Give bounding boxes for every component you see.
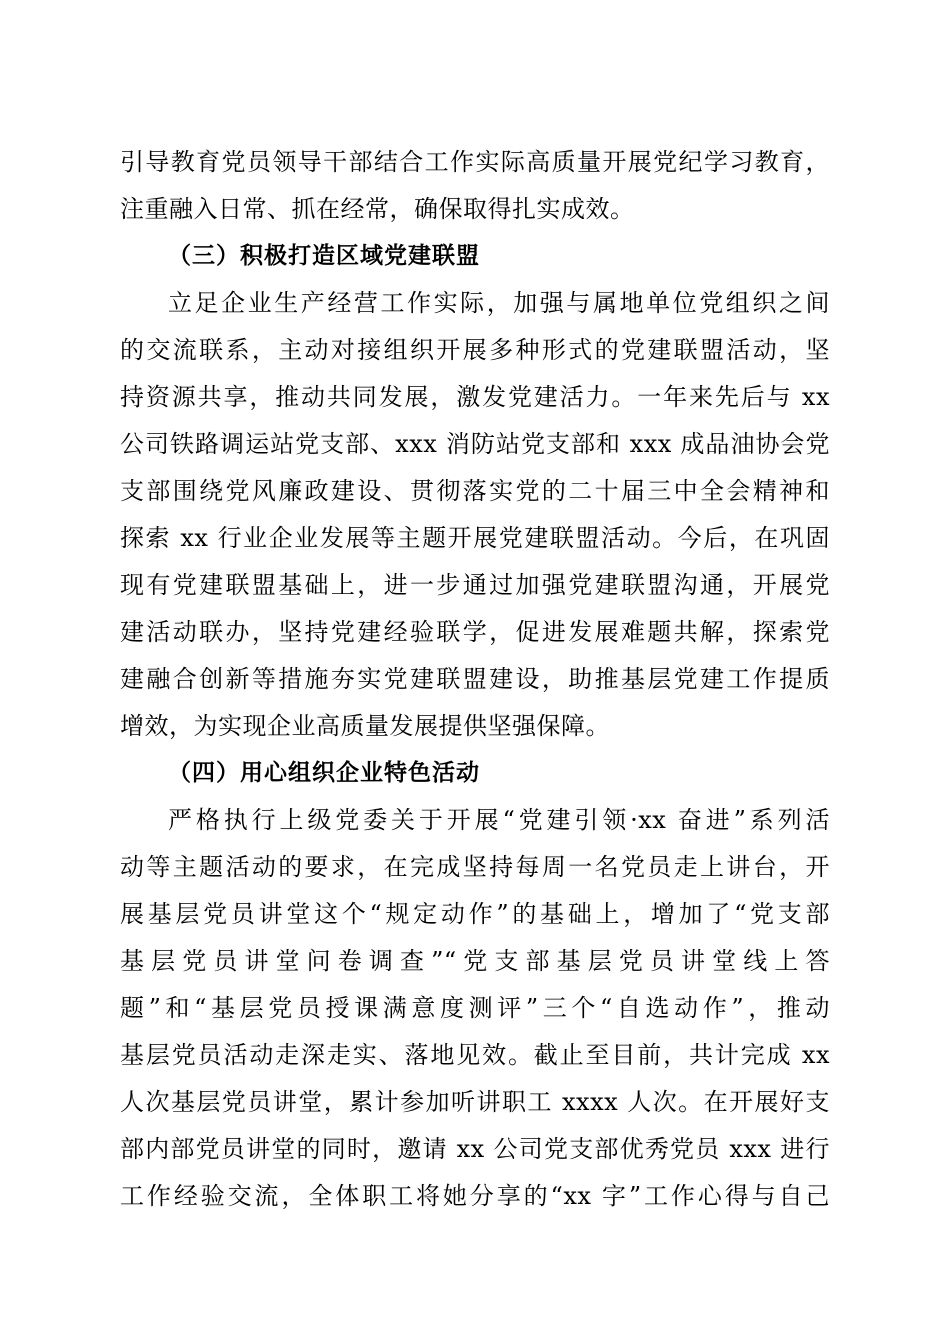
- paragraph-line: 现有党建联盟基础上，进一步通过加强党建联盟沟通，开展党: [120, 571, 830, 599]
- paragraph-line: 支部围绕党风廉政建设、贯彻落实党的二十届三中全会精神和: [120, 477, 830, 505]
- paragraph-line: 题”和“基层党员授课满意度测评”三个“自选动作”，推动: [120, 994, 830, 1022]
- section-heading: （三）积极打造区域党建联盟: [168, 243, 480, 269]
- paragraph-line: 的交流联系，主动对接组织开展多种形式的党建联盟活动，坚: [120, 336, 830, 364]
- paragraph-line: 探索 xx 行业企业发展等主题开展党建联盟活动。今后，在巩固: [120, 524, 830, 552]
- paragraph-line: 基层党员讲堂问卷调查”“党支部基层党员讲堂线上答: [120, 947, 830, 975]
- paragraph-line: 立足企业生产经营工作实际，加强与属地单位党组织之间: [168, 289, 830, 317]
- paragraph-line: 展基层党员讲堂这个“规定动作”的基础上，增加了“党支部: [120, 900, 830, 928]
- paragraph-line: 建活动联办，坚持党建经验联学，促进发展难题共解，探索党: [120, 618, 830, 646]
- paragraph-line: 增效，为实现企业高质量发展提供坚强保障。: [120, 712, 610, 740]
- paragraph-line: 建融合创新等措施夯实党建联盟建设，助推基层党建工作提质: [120, 665, 830, 693]
- paragraph-line: 基层党员活动走深走实、落地见效。截止至目前，共计完成 xx: [120, 1041, 830, 1069]
- paragraph-line: 人次基层党员讲堂，累计参加听讲职工 xxxx 人次。在开展好支: [120, 1088, 830, 1116]
- paragraph-line: 工作经验交流，全体职工将她分享的“xx 字”工作心得与自己: [120, 1182, 830, 1210]
- paragraph-line: 严格执行上级党委关于开展“党建引领·xx 奋进”系列活: [168, 806, 830, 834]
- paragraph-line: 部内部党员讲堂的同时，邀请 xx 公司党支部优秀党员 xxx 进行: [120, 1135, 830, 1163]
- section-heading: （四）用心组织企业特色活动: [168, 760, 480, 786]
- paragraph-line: 动等主题活动的要求，在完成坚持每周一名党员走上讲台，开: [120, 853, 830, 881]
- paragraph-line: 注重融入日常、抓在经常，确保取得扎实成效。: [120, 195, 635, 223]
- paragraph-line: 持资源共享，推动共同发展，激发党建活力。一年来先后与 xx: [120, 383, 830, 411]
- paragraph-line: 引导教育党员领导干部结合工作实际高质量开展党纪学习教育，: [120, 148, 830, 176]
- paragraph-line: 公司铁路调运站党支部、xxx 消防站党支部和 xxx 成品油协会党: [120, 430, 830, 458]
